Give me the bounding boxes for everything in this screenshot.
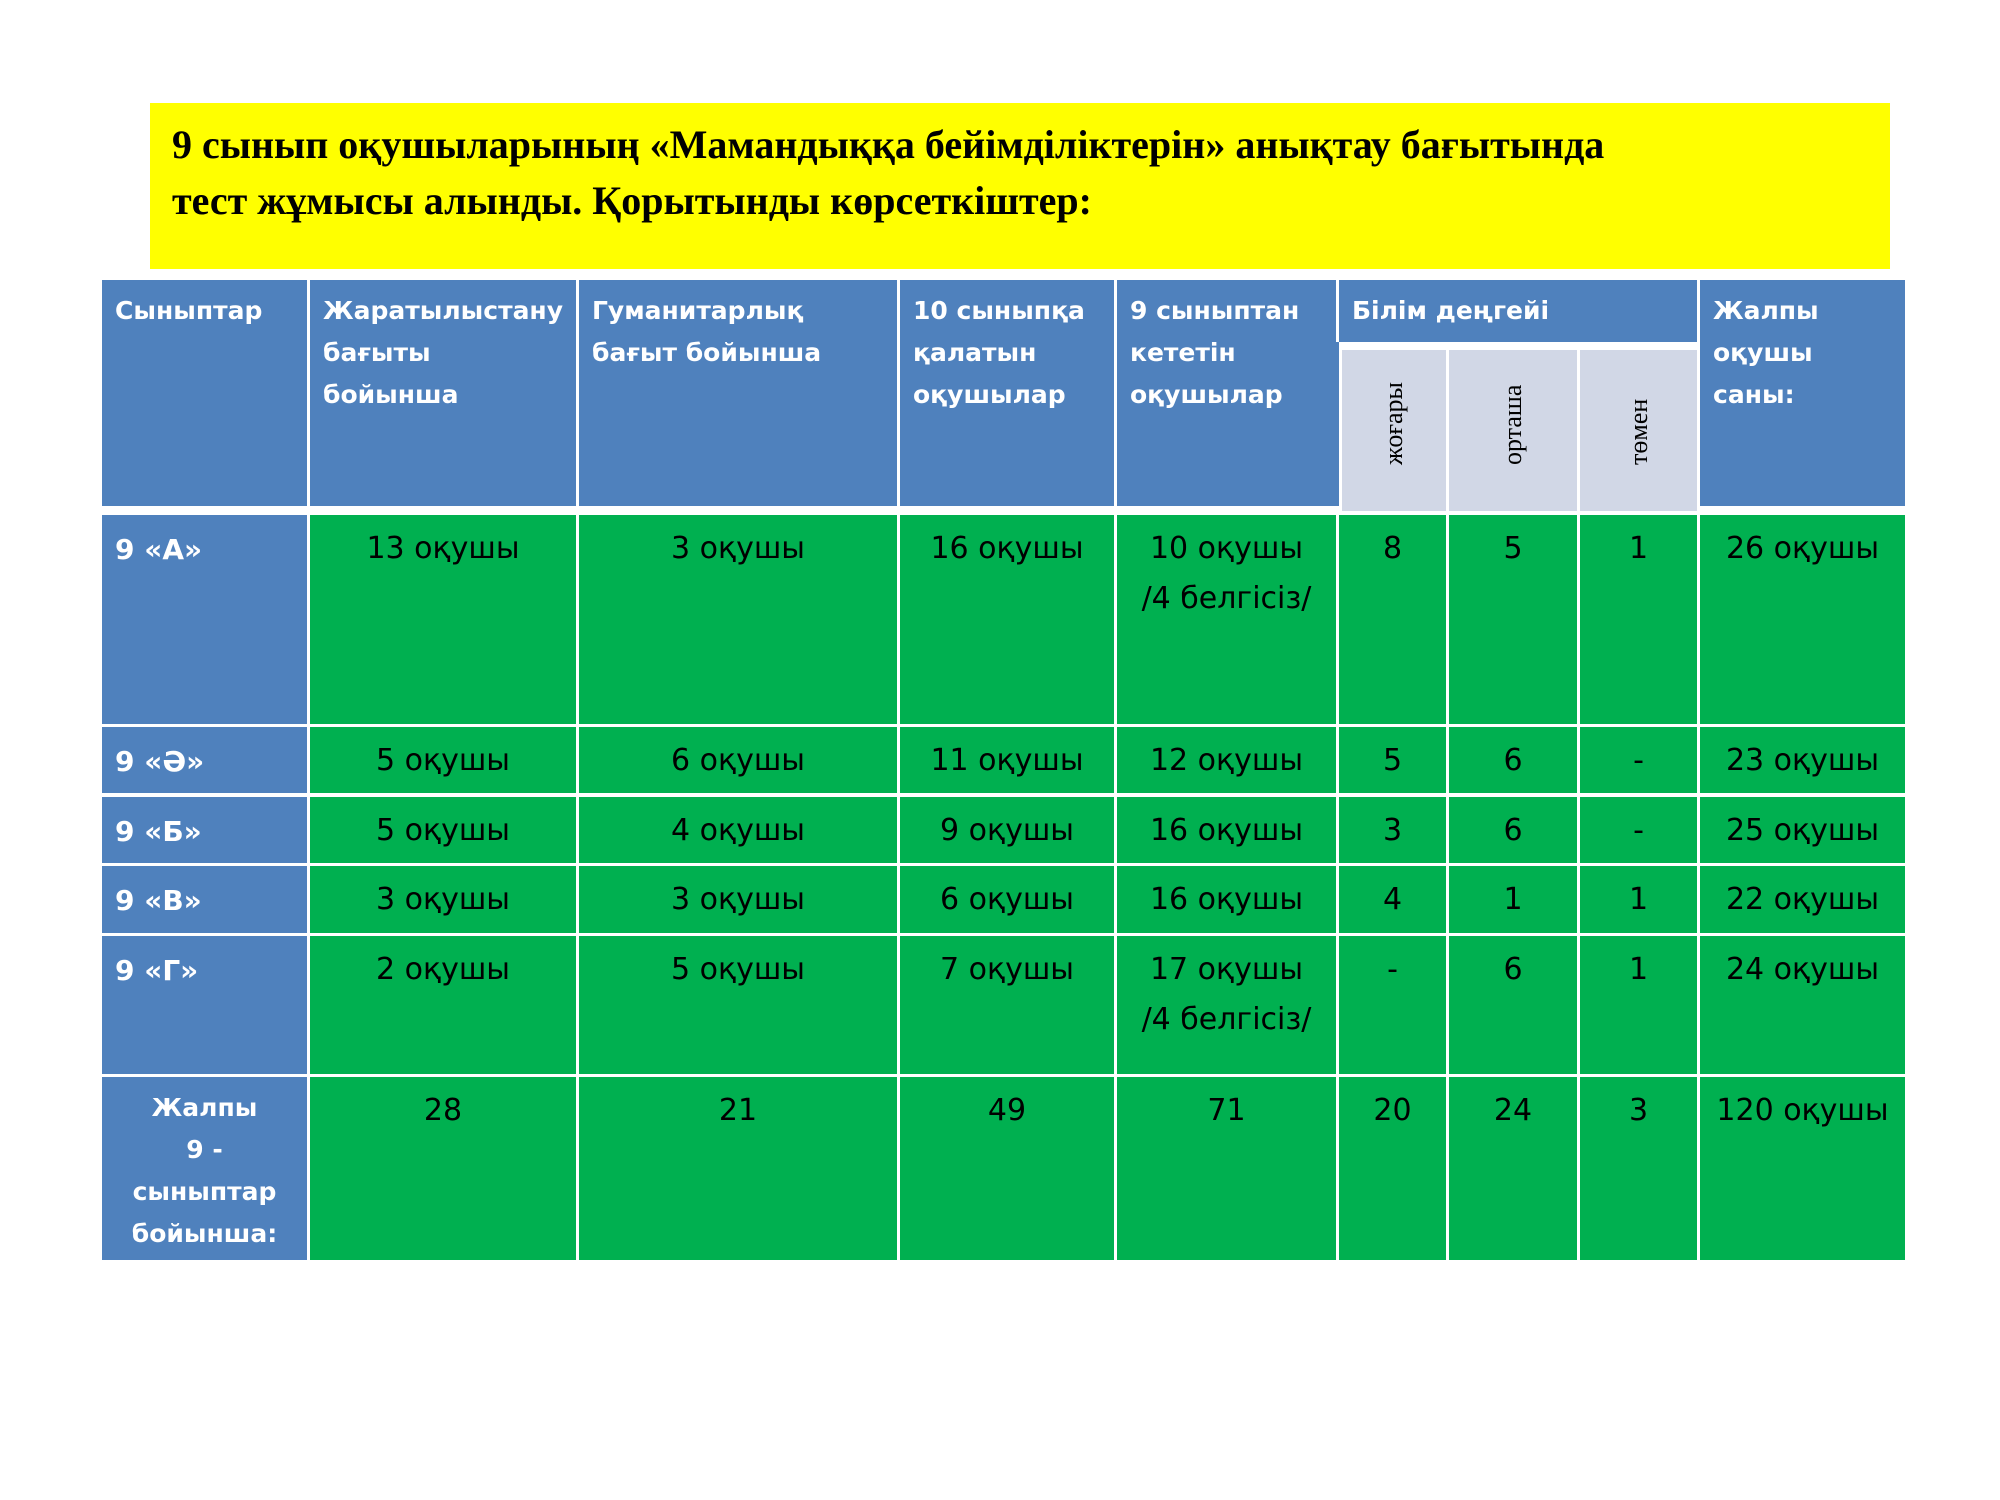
cell-humanities (579, 866, 897, 933)
cell-humanities-value: 4 оқушы (671, 813, 805, 848)
cell-leaving-value: 10 оқушы (1149, 531, 1304, 566)
cell-low (1580, 936, 1697, 1074)
total-staying-value: 49 (987, 1093, 1027, 1128)
cell-medium (1449, 866, 1577, 933)
header-humanities: Гуманитарлық бағыт бойынша (579, 280, 897, 506)
total-natural-value: 28 (423, 1093, 463, 1128)
header-natural: Жаратылыстану бағыты бойынша (310, 280, 576, 506)
cell-natural-value: 13 оқушы (366, 531, 520, 566)
cell-humanities-value: 5 оқушы (671, 952, 805, 987)
cell-total-value: 26 оқушы (1725, 531, 1880, 566)
cell-low (1580, 866, 1697, 933)
total-leaving-value: 71 (1207, 1093, 1246, 1128)
cell-staying (900, 727, 1114, 793)
cell-leaving (1117, 866, 1336, 933)
subheader-low-label: төмен (1623, 398, 1653, 465)
cell-staying (900, 797, 1114, 863)
cell-total-value: 22 оқушы (1725, 882, 1880, 917)
subheader-low (1580, 350, 1697, 511)
cell-natural (310, 797, 576, 863)
total-humanities (579, 1077, 897, 1260)
cell-low-value: 1 (1628, 531, 1649, 566)
cell-high-value: 8 (1382, 531, 1403, 566)
totals-label-line-3: бойынша: (131, 1219, 278, 1248)
cell-leaving (1117, 727, 1336, 793)
cell-leaving-value: 17 оқушы (1149, 952, 1304, 987)
cell-humanities (579, 936, 897, 1074)
cell-total (1700, 936, 1905, 1074)
cell-high-value: - (1387, 952, 1398, 987)
total-high (1339, 1077, 1446, 1260)
row-class-label: 9 «Б» (102, 797, 307, 863)
cell-total (1700, 727, 1905, 793)
cell-total (1700, 515, 1905, 724)
cell-natural-value: 2 оқушы (376, 952, 510, 987)
total-high-value: 20 (1373, 1093, 1412, 1128)
cell-medium (1449, 797, 1577, 863)
cell-medium-value: 1 (1503, 882, 1523, 917)
cell-humanities (579, 515, 897, 724)
header-classes: Сыныптар (102, 280, 307, 506)
subheader-medium (1449, 350, 1577, 511)
cell-high (1339, 797, 1446, 863)
total-humanities-value: 21 (718, 1093, 758, 1128)
cell-leaving-value: 12 оқушы (1149, 743, 1304, 778)
cell-medium-value: 6 (1503, 952, 1523, 987)
cell-humanities-value: 6 оқушы (671, 743, 805, 778)
cell-natural (310, 727, 576, 793)
cell-staying (900, 936, 1114, 1074)
header-knowledge-band (1333, 342, 1339, 506)
total-students-value: 120 оқушы (1716, 1093, 1889, 1128)
cell-high-value: 5 (1382, 743, 1403, 778)
row-class-label: 9 «Ә» (102, 727, 307, 793)
subheader-medium-label: орташа (1498, 384, 1527, 465)
row-class-label: 9 «А» (102, 515, 307, 724)
cell-low-value: - (1633, 743, 1644, 778)
row-class-label: 9 «Г» (102, 936, 307, 1074)
cell-humanities (579, 797, 897, 863)
title-line-2: тест жұмысы алынды. Қорытынды көрсеткіштер: (172, 178, 1092, 223)
cell-low (1580, 515, 1697, 724)
cell-medium (1449, 936, 1577, 1074)
header-total: Жалпы оқушы саны: (1700, 280, 1905, 506)
cell-leaving (1117, 797, 1336, 863)
cell-staying (900, 515, 1114, 724)
cell-total-value: 25 оқушы (1725, 813, 1880, 848)
cell-natural-value: 5 оқушы (376, 813, 510, 848)
cell-total-value: 23 оқушы (1725, 743, 1880, 778)
title-line-1: 9 сынып оқушыларының «Мамандыққа бейімділіктерін» анықтау бағытында (172, 122, 1605, 167)
cell-leaving-note: /4 белгісіз/ (1141, 1002, 1312, 1037)
total-medium-value: 24 (1493, 1093, 1533, 1128)
subheader-high (1342, 350, 1446, 511)
total-staying (900, 1077, 1114, 1260)
cell-high-value: 3 (1382, 813, 1403, 848)
header-leaving: 9 сыныптан кететін оқушылар (1117, 280, 1336, 506)
cell-humanities (579, 727, 897, 793)
cell-low-value: 1 (1628, 882, 1649, 917)
cell-total (1700, 797, 1905, 863)
cell-medium-value: 6 (1503, 813, 1523, 848)
cell-medium-value: 6 (1503, 743, 1523, 778)
cell-humanities-value: 3 оқушы (671, 531, 805, 566)
cell-natural-value: 5 оқушы (376, 743, 510, 778)
header-staying: 10 сыныпқа қалатын оқушылар (900, 280, 1114, 506)
cell-leaving-value: 16 оқушы (1149, 813, 1304, 848)
cell-low (1580, 727, 1697, 793)
cell-low (1580, 797, 1697, 863)
totals-label-line-1: Жалпы (151, 1093, 258, 1122)
total-natural (310, 1077, 576, 1260)
cell-high (1339, 866, 1446, 933)
cell-staying-value: 11 оқушы (930, 743, 1084, 778)
cell-leaving-note: /4 белгісіз/ (1141, 581, 1312, 616)
cell-natural-value: 3 оқушы (376, 882, 510, 917)
cell-low-value: - (1633, 813, 1644, 848)
row-class-label: 9 «В» (102, 866, 307, 933)
total-students (1700, 1077, 1905, 1260)
title-banner (150, 103, 1890, 269)
cell-high-value: 4 (1382, 882, 1403, 917)
header-knowledge-level: Білім деңгейі (1339, 280, 1697, 342)
subheader-high-label: жоғары (1379, 382, 1408, 465)
cell-medium (1449, 515, 1577, 724)
totals-label (102, 1077, 307, 1260)
total-low (1580, 1077, 1697, 1260)
totals-label-line-2: 9 - сыныптар (132, 1135, 277, 1206)
cell-staying-value: 16 оқушы (930, 531, 1084, 566)
cell-leaving (1117, 936, 1336, 1074)
cell-natural (310, 936, 576, 1074)
cell-total-value: 24 оқушы (1725, 952, 1880, 987)
cell-staying-value: 9 оқушы (940, 813, 1074, 848)
cell-medium-value: 5 (1503, 531, 1523, 566)
total-medium (1449, 1077, 1577, 1260)
total-low-value: 3 (1628, 1093, 1649, 1128)
cell-high (1339, 515, 1446, 724)
cell-natural (310, 866, 576, 933)
cell-medium (1449, 727, 1577, 793)
total-leaving (1117, 1077, 1336, 1260)
cell-leaving-value: 16 оқушы (1149, 882, 1304, 917)
cell-humanities-value: 3 оқушы (671, 882, 805, 917)
cell-staying-value: 7 оқушы (940, 952, 1074, 987)
cell-leaving (1117, 515, 1336, 724)
cell-high (1339, 936, 1446, 1074)
cell-staying-value: 6 оқушы (940, 882, 1074, 917)
cell-low-value: 1 (1628, 952, 1649, 987)
cell-total (1700, 866, 1905, 933)
cell-high (1339, 727, 1446, 793)
cell-staying (900, 866, 1114, 933)
cell-natural (310, 515, 576, 724)
